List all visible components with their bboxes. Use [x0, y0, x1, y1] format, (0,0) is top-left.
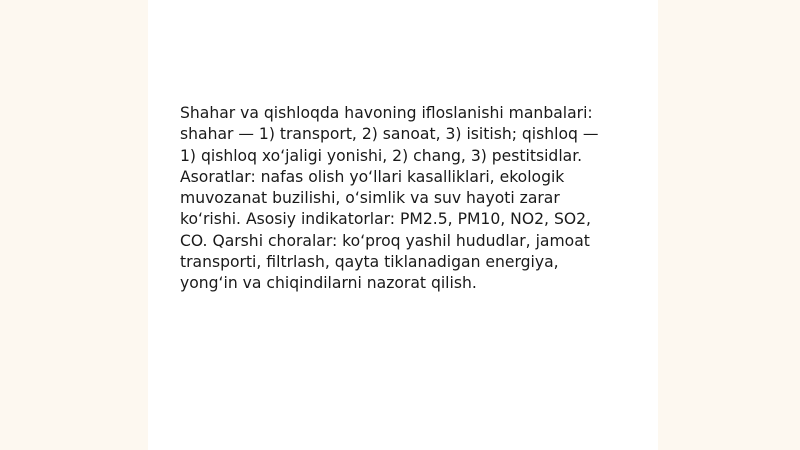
document-page — [148, 0, 658, 450]
body-paragraph: Shahar va qishloqda havoning ifloslanishi manbalari: shahar — 1) transport, 2) sanoat, 3) isitish; qishloq — 1) qishloq xo‘jaligi yonishi, 2) chang, 3) pestitsidlar. Asoratlar: nafas olish yo‘llari kasalliklari, ekologik muvozanat buzilishi, o‘simlik va suv hayoti zarar ko‘rishi. Asosiy indikatorlar: PM2.5, PM10, NO2, SO2, CO. Qarshi choralar: ko‘proq yashil hududlar, jamoat transporti, filtrlash, qayta tiklanadigan energiya, yong‘in va chiqindilarni nazorat qilish. — [180, 104, 599, 293]
